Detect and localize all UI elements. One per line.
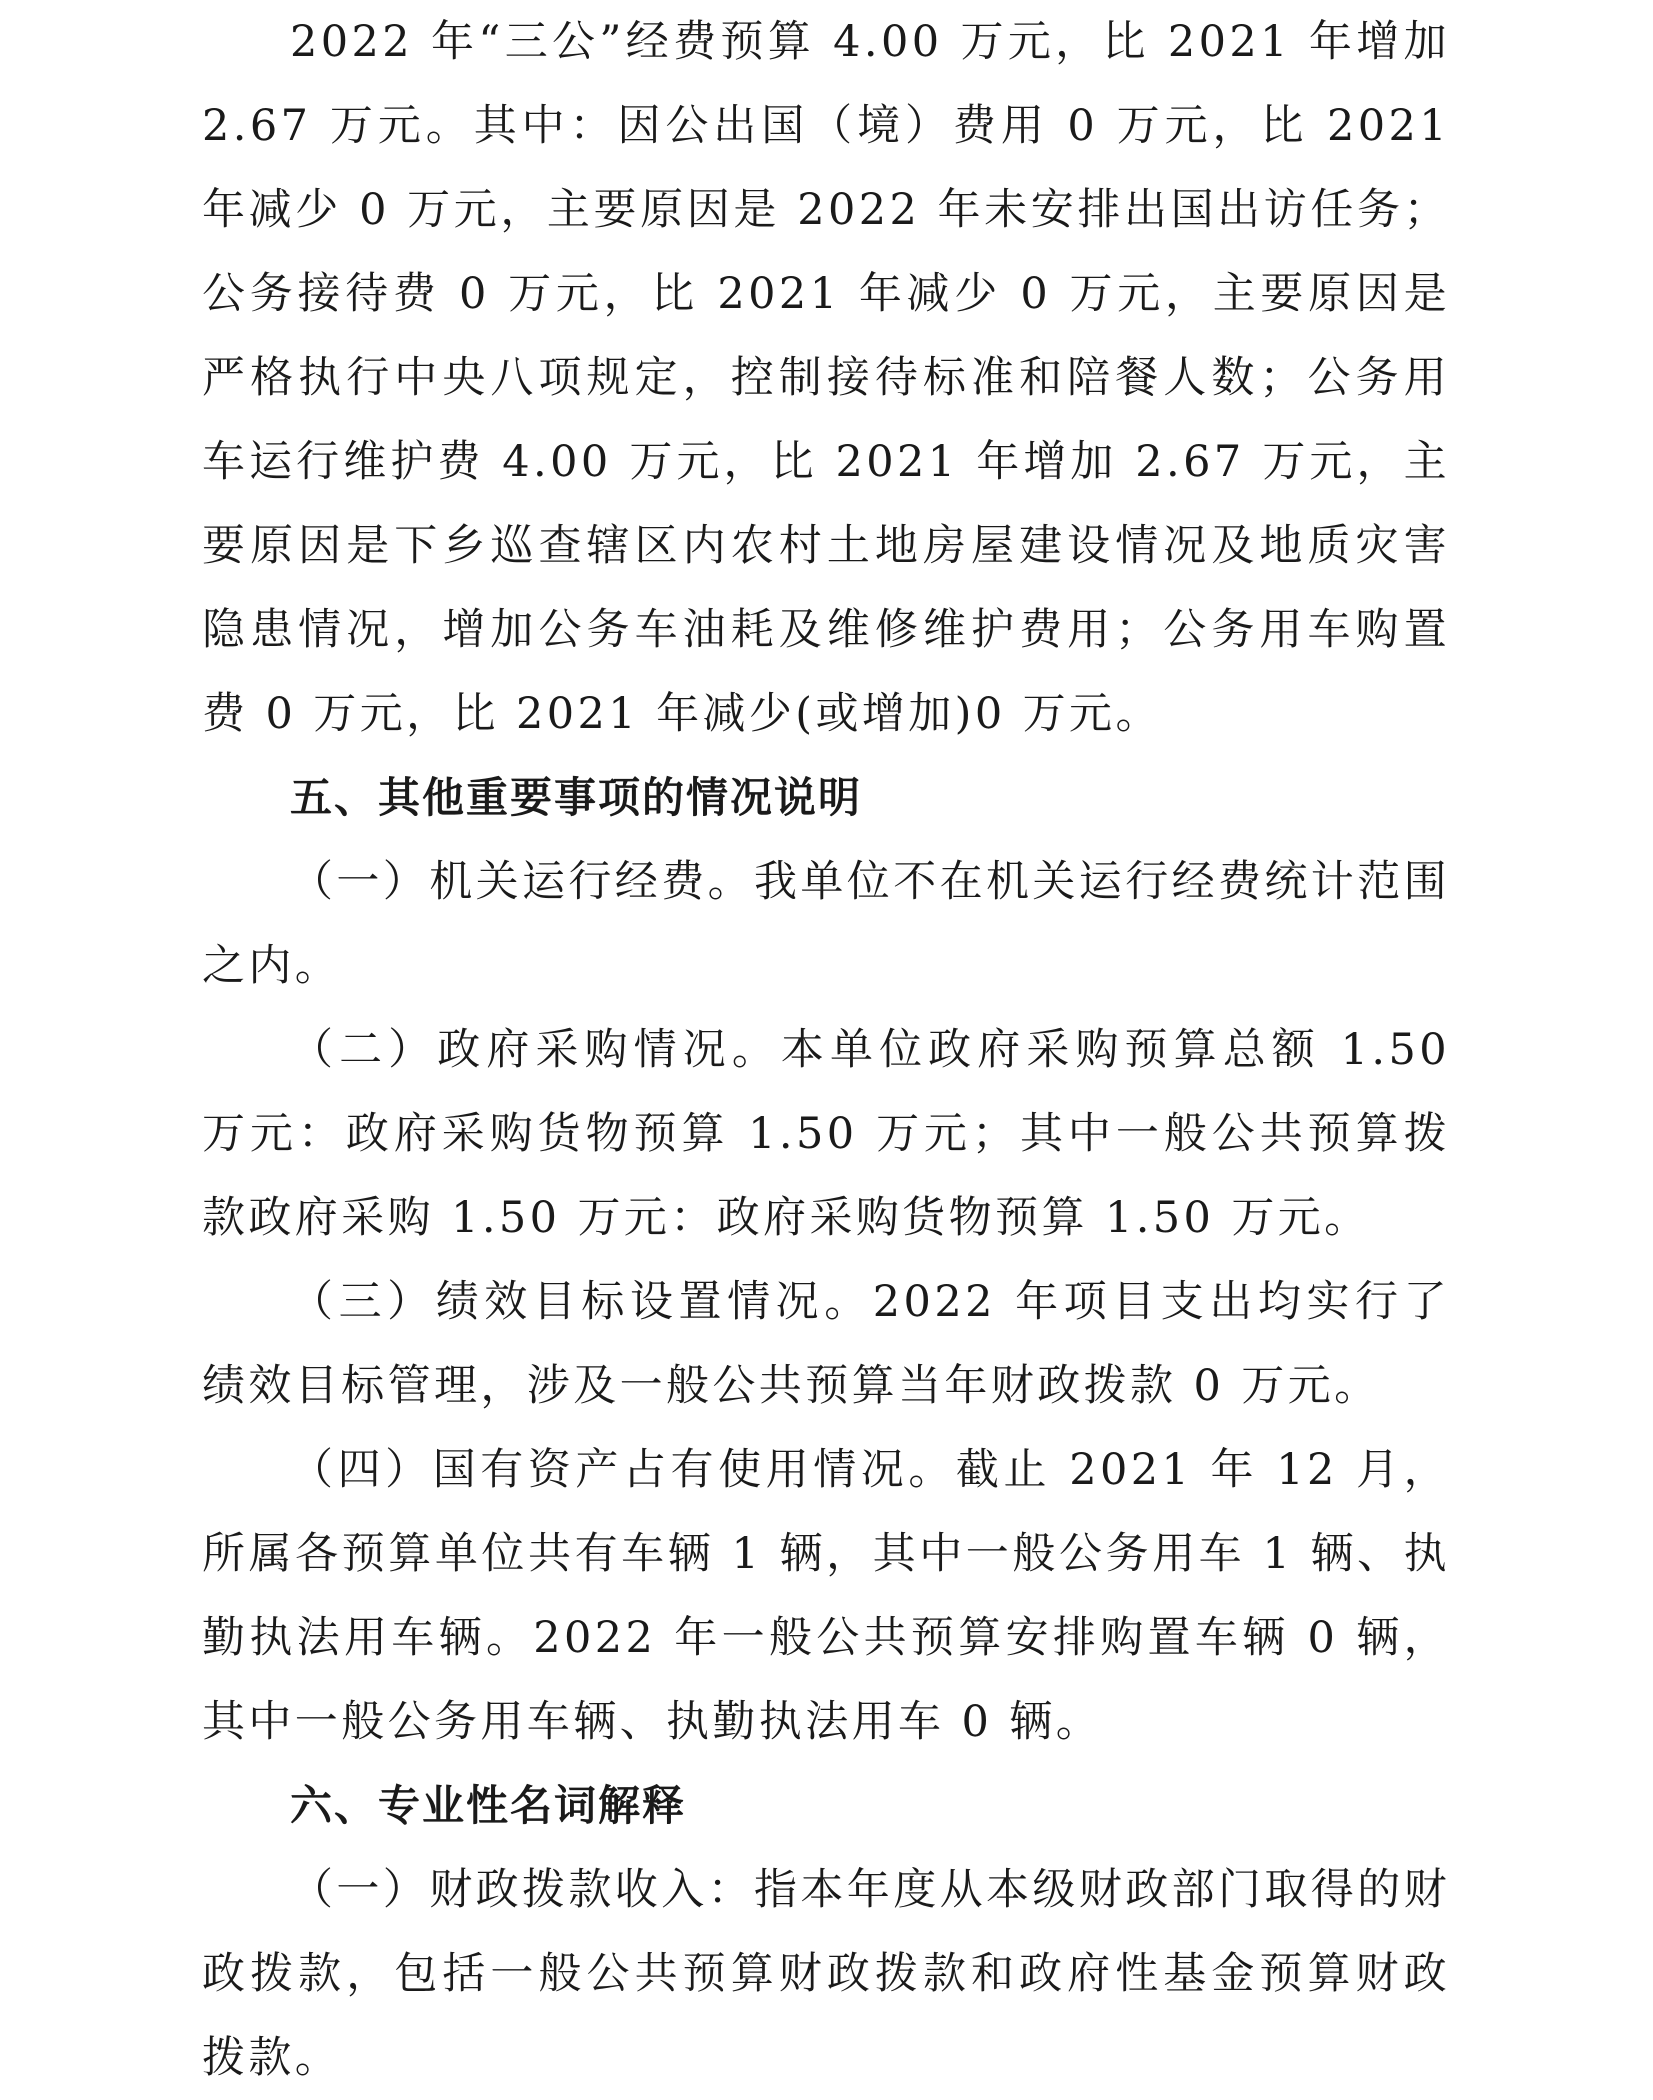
- state-assets-paragraph: （四）国有资产占有使用情况。截止 2021 年 12 月，所属各预算单位共有车辆 1 辆，其中一般公务用车 1 辆、执勤执法用车辆。2022 年一般公共预算安排购置车辆 0 辆，其中一般公务用车辆、执勤执法用车 0 辆。: [202, 1445, 1450, 1747]
- government-procurement-paragraph: （二）政府采购情况。本单位政府采购预算总额 1.50 万元：政府采购货物预算 1.50 万元；其中一般公共预算拨款政府采购 1.50 万元：政府采购货物预算 1.50 万元。: [202, 1025, 1450, 1243]
- section-5-heading: 五、其他重要事项的情况说明: [290, 773, 863, 822]
- three-public-expenses-paragraph: 2022 年“三公”经费预算 4.00 万元，比 2021 年增加 2.67 万元。其中：因公出国（境）费用 0 万元，比 2021 年减少 0 万元，主要原因是 2022 年未安排出国出访任务；公务接待费 0 万元，比 2021 年减少 0 万元，主要原因是严格执行中央八项规定，控制接待标准和陪餐人数；公务用车运行维护费 4.00 万元，比 2021 年增加 2.67 万元，主要原因是下乡巡查辖区内农村土地房屋建设情况及地质灾害隐患情况，增加公务车油耗及维修维护费用；公务用车购置费 0 万元，比 2021 年减少(或增加)0 万元。: [202, 17, 1450, 739]
- document-body: [202, 0, 1450, 2100]
- fiscal-appropriation-definition-paragraph: （一）财政拨款收入：指本年度从本级财政部门取得的财政拨款，包括一般公共预算财政拨款和政府性基金预算财政拨款。: [202, 1865, 1450, 2083]
- section-6-heading: 六、专业性名词解释: [290, 1781, 687, 1830]
- operating-expenses-paragraph: （一）机关运行经费。我单位不在机关运行经费统计范围之内。: [202, 857, 1450, 991]
- performance-targets-paragraph: （三）绩效目标设置情况。2022 年项目支出均实行了绩效目标管理，涉及一般公共预算当年财政拨款 0 万元。: [202, 1277, 1450, 1411]
